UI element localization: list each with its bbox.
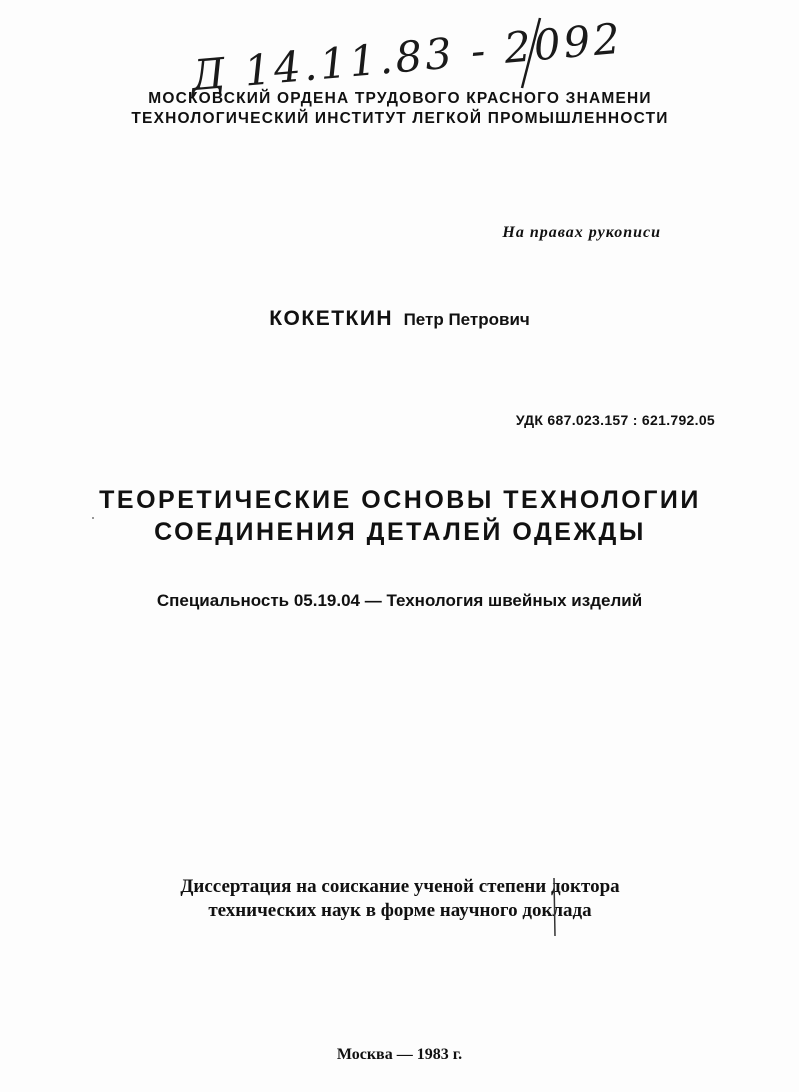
- city-year: Москва — 1983 г.: [336, 1046, 463, 1063]
- udc-code: УДК 687.023.157 : 621.792.05: [515, 412, 715, 428]
- author-given-names: Петр Петрович: [403, 310, 530, 329]
- handwritten-note-text: Д 14.11.83 - 2092/16: [188, 10, 620, 100]
- institution-line-1: МОСКОВСКИЙ ОРДЕНА ТРУДОВОГО КРАСНОГО ЗНАМЕНИ: [148, 90, 652, 107]
- handwritten-note-svg: [180, 10, 620, 100]
- rights-note: На правах рукописи: [502, 224, 661, 241]
- pen-stroke: [554, 878, 555, 936]
- handwritten-archive-note: [180, 10, 620, 100]
- dissertation-line-1: Диссертация на соискание ученой степени доктора: [180, 876, 620, 897]
- title-line-2: СОЕДИНЕНИЯ ДЕТАЛЕЙ ОДЕЖДЫ: [154, 518, 646, 546]
- title-line-1: ТЕОРЕТИЧЕСКИЕ ОСНОВЫ ТЕХНОЛОГИИ: [99, 486, 701, 514]
- institution-line-2: ТЕХНОЛОГИЧЕСКИЙ ИНСТИТУТ ЛЕГКОЙ ПРОМЫШЛЕННОСТИ: [131, 110, 669, 127]
- dissertation-line-2: технических наук в форме научного доклада: [208, 900, 592, 921]
- specialty-line: Специальность 05.19.04 — Технология швейных изделий: [156, 591, 643, 610]
- author-name: [0, 307, 799, 331]
- pen-mark: [551, 876, 557, 938]
- author-surname: КОКЕТКИН: [269, 307, 394, 330]
